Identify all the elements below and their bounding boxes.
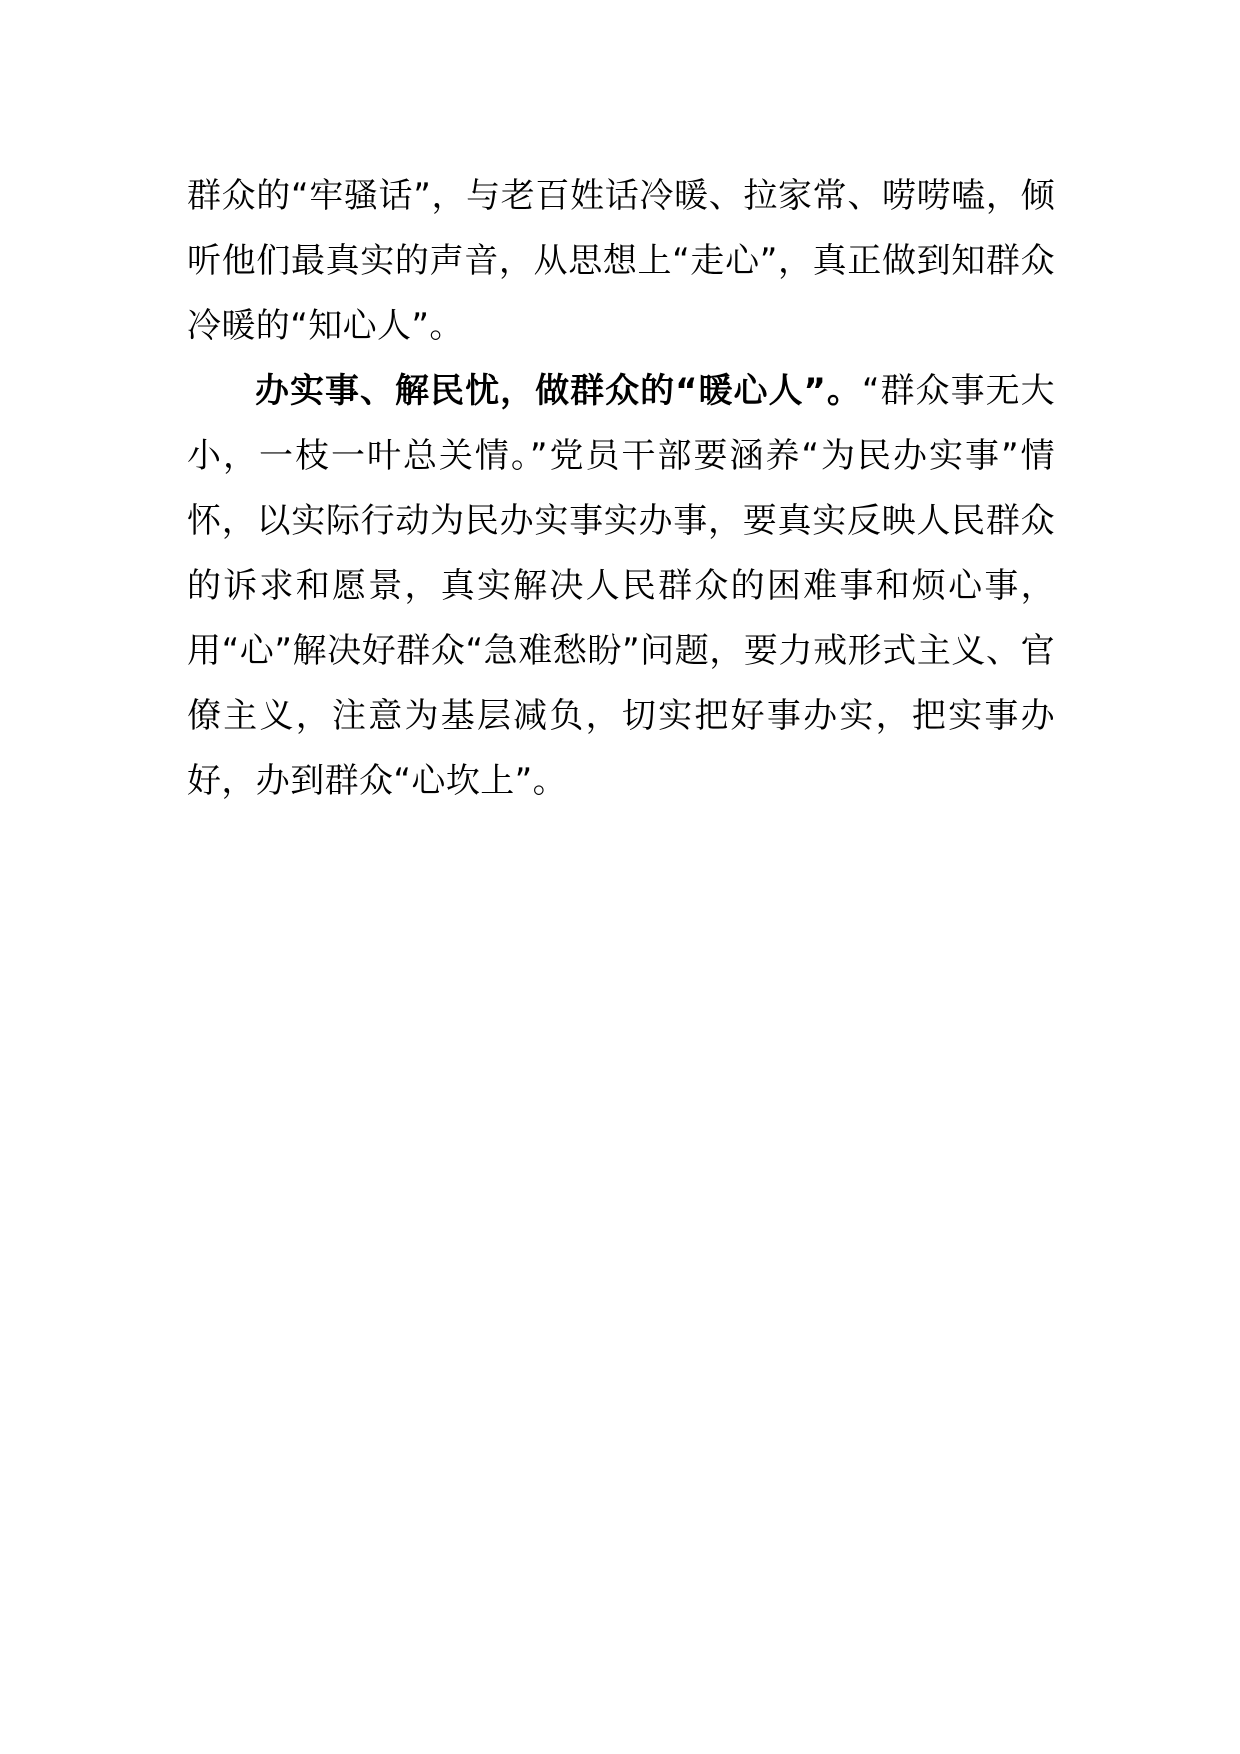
document-body — [187, 164, 1055, 814]
paragraph-2-heading: 办实事、解民忧，做群众的“暖心人”。 — [255, 371, 862, 411]
paragraph-warm-heart — [187, 359, 1055, 814]
paragraph-2-text: “群众事无大小，一枝一叶总关情。”党员干部要涵养“为民办实事”情怀，以实际行动为民办实事实办事，要真实反映人民群众的诉求和愿景，真实解决人民群众的困难事和烦心事，用“心”解决好群众“急难愁盼”问题，要力戒形式主义、官僚主义，注意为基层减负，切实把好事办实，把实事办好，办到群众“心坎上”。 — [187, 371, 1055, 801]
paragraph-continuation — [187, 164, 1055, 359]
paragraph-1-text: 群众的“牢骚话”，与老百姓话冷暖、拉家常、唠唠嗑，倾听他们最真实的声音，从思想上“走心”，真正做到知群众冷暖的“知心人”。 — [187, 176, 1055, 346]
